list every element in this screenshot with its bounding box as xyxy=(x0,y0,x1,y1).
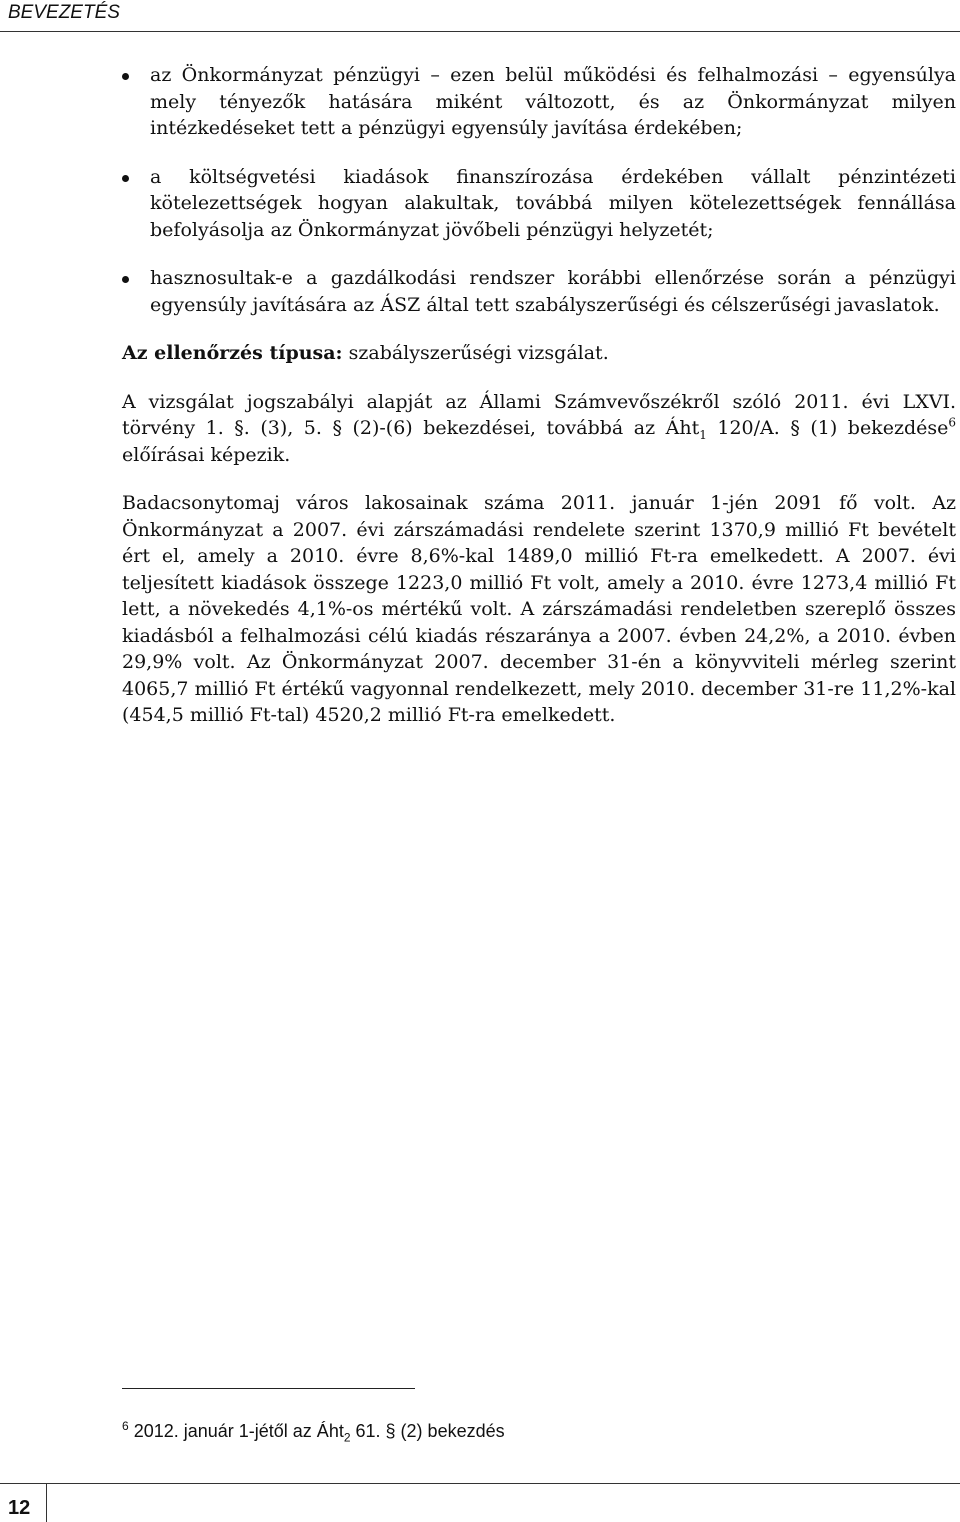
legal-basis-text-cont: 120/A. § (1) bekezdése xyxy=(706,417,949,439)
footnote xyxy=(122,1419,505,1445)
header-divider xyxy=(0,31,960,32)
footnote-subscript: 2 xyxy=(343,1430,351,1445)
footnote-text: 2012. január 1-jétől az Áht xyxy=(128,1421,344,1441)
objectives-list xyxy=(122,62,956,318)
footnote-reference: 6 xyxy=(948,415,956,430)
legal-basis-text: A vizsgálat jogszabályi alapját az Állami Számvevőszékről szóló 2011. évi LXVI. törvény 1. §. (3), 5. § (2)-(6) bekezdései, továbbá az Áht xyxy=(122,390,956,439)
bullet-icon xyxy=(122,175,129,182)
bullet-icon xyxy=(122,276,129,283)
footer-vertical-divider xyxy=(46,1483,47,1522)
list-item xyxy=(150,164,956,244)
legal-basis-paragraph xyxy=(122,389,956,469)
legal-basis-subscript: 1 xyxy=(699,427,707,442)
audit-type-label: Az ellenőrzés típusa: xyxy=(122,342,343,364)
footnote-text-end: 61. § (2) bekezdés xyxy=(350,1421,505,1441)
audit-type-value: szabályszerűségi vizsgálat. xyxy=(342,342,609,364)
summary-paragraph: Badacsonytomaj város lakosainak száma 2011. január 1-jén 2091 fő volt. Az Önkormányzat a 2007. évi zárszámadási rendelete szerint 1370,9 millió Ft bevételt ért el, amely a 2010. évre 8,6%-kal 1489,0 millió Ft-ra emelkedett. A 2007. évi teljesített kiadások összege 1223,0 millió Ft volt, amely a 2010. évre 1273,4 millió Ft lett, a növekedés 4,1%-os mértékű volt. A zárszámadási rendeletben szereplő összes kiadásból a felhalmozási célú kiadás részaránya a 2007. évben 24,2%, a 2010. évben 29,9% volt. Az Önkormányzat 2007. december 31-én a könyvviteli mérleg szerint 4065,7 millió Ft értékű vagyonnal rendelkezett, mely 2010. december 31-re 11,2%-kal (454,5 millió Ft-tal) 4520,2 millió Ft-ra emelkedett. xyxy=(122,492,956,726)
bullet-icon xyxy=(122,73,129,80)
page-number: 12 xyxy=(8,1497,31,1519)
list-item-text: hasznosultak-e a gazdálkodási rendszer korábbi ellenőrzése során a pénzügyi egyensúly javítására az ÁSZ által tett szabályszerűségi és célszerűségi javaslatok. xyxy=(150,267,956,316)
section-title: BEVEZETÉS xyxy=(8,2,120,23)
audit-type-paragraph xyxy=(122,340,956,367)
page-header xyxy=(0,0,960,34)
legal-basis-text-end: előírásai képezik. xyxy=(122,443,291,466)
footer-divider xyxy=(0,1483,960,1484)
list-item xyxy=(150,265,956,318)
main-content xyxy=(122,62,956,751)
list-item-text: a költségvetési kiadások finanszírozása érdekében vállalt pénzintézeti kötelezettségek hogyan alakultak, továbbá milyen kötelezettségek fennállása befolyásolja az Önkormányzat jövőbeli pénzügyi helyzetét; xyxy=(150,165,956,241)
list-item xyxy=(150,62,956,142)
footnote-number: 6 xyxy=(122,1419,129,1433)
footnote-divider xyxy=(122,1388,415,1389)
list-item-text: az Önkormányzat pénzügyi – ezen belül működési és felhalmozási – egyensúlya mely tényezők hatására miként változott, és az Önkormányzat milyen intézkedéseket tett a pénzügyi egyensúly javítása érdekében; xyxy=(150,64,956,139)
